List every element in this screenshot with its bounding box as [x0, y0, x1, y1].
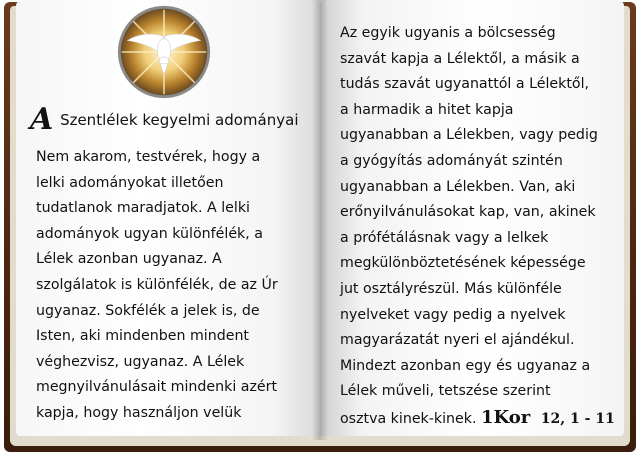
text-line: a prófétálásnak vagy a lelkek	[340, 229, 549, 246]
scripture-reference-verses: 12, 1 - 11	[540, 410, 615, 427]
text-line: ugyanabban a Lélekben. Van, aki	[340, 178, 576, 195]
text-line: Nem akarom, testvérek, hogy a	[36, 149, 261, 165]
heading-drop-cap: A	[30, 102, 54, 137]
text-line: adományok ugyan különfélék, a	[36, 225, 263, 242]
text-line: kapja, hogy használjon velük	[36, 404, 242, 421]
text-line: Lélek azonban ugyanaz. A	[36, 251, 222, 268]
book-spine	[312, 0, 328, 440]
text-line: a gyógyítás adományát szintén	[340, 152, 563, 169]
text-line: ugyanabban a Lélekben, vagy pedig	[340, 127, 598, 144]
text-line: lelki adományokat illetően	[36, 174, 224, 191]
left-page-text	[36, 145, 312, 427]
text-line: megkülönböztetésének képessége	[340, 255, 586, 272]
text-line: a harmadik a hitet kapja	[340, 101, 514, 118]
heading-title: Szentlélek kegyelmi adományai	[60, 111, 299, 129]
scripture-reference-book: 1Kor	[481, 406, 531, 428]
text-line: nyelveket vagy pedig a nyelvek	[340, 306, 566, 323]
text-line: szolgálatok is különfélék, de az Úr	[36, 276, 278, 293]
text-line: ugyanaz. Sokfélék a jelek is, de	[36, 302, 260, 319]
text-line-last	[340, 405, 620, 433]
text-line: megnyilvánulásait mindenki azért	[36, 379, 278, 396]
text-line: magyarázatát nyeri el ajándékul.	[340, 332, 575, 349]
text-line: véghezvisz, ugyanaz. A Lélek	[36, 353, 245, 370]
text-line: erőnyilvánulásokat kap, van, akinek	[340, 204, 596, 221]
text-line: Az egyik ugyanis a bölcsesség	[340, 25, 556, 41]
text-line: Mindezt azonban egy és ugyanaz a	[340, 357, 591, 374]
right-page-text	[340, 21, 620, 433]
page-heading	[30, 102, 320, 137]
text-line: Isten, aki mindenben mindent	[36, 328, 249, 345]
last-line-text: osztva kinek-kinek.	[340, 410, 477, 427]
text-line: tudatlanok maradjatok. A lelki	[36, 200, 250, 217]
text-line: Lélek műveli, tetszése szerint	[340, 383, 551, 400]
text-line: jut osztályrészül. Más különféle	[340, 280, 562, 297]
holy-spirit-dove-icon	[116, 4, 212, 100]
text-line: szavát kapja a Lélektől, a másik a	[340, 50, 580, 67]
text-line: tudás szavát ugyanattól a Lélektől,	[340, 76, 590, 93]
